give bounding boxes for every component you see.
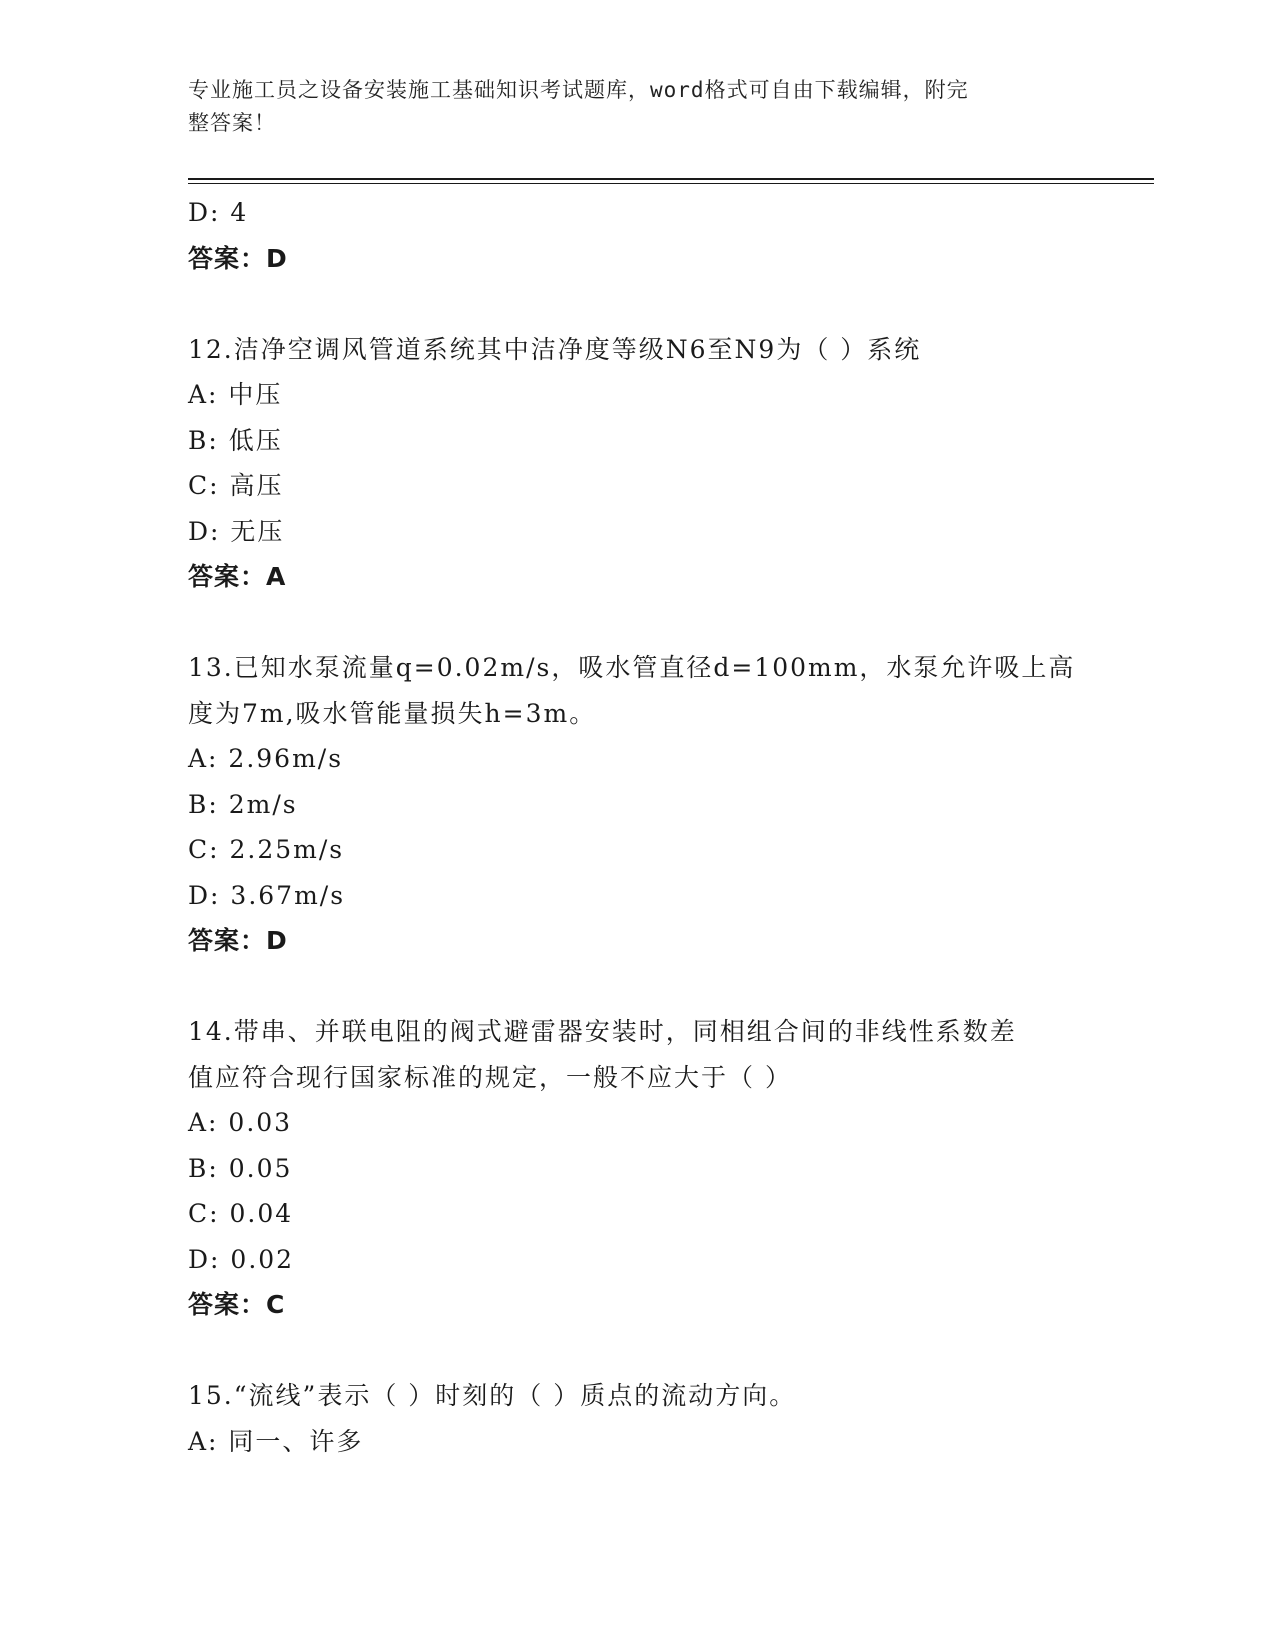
option-c: C: 高压 xyxy=(188,471,284,500)
document-header xyxy=(188,74,1068,140)
option-d: D: 0.02 xyxy=(188,1244,295,1274)
question-stem: 15.“流线”表示（ ）时刻的（ ）质点的流动方向。 xyxy=(188,1381,797,1410)
option-d: D: 3.67m/s xyxy=(188,880,346,910)
spacer xyxy=(188,281,1088,327)
header-divider-thin xyxy=(188,183,1154,184)
spacer xyxy=(188,1328,1088,1374)
header-line-2: 整答案！ xyxy=(188,111,276,135)
question-14 xyxy=(188,1009,1088,1328)
option-c: C: 0.04 xyxy=(188,1199,294,1228)
option-a: A: 中压 xyxy=(188,380,283,409)
option-a: A: 0.03 xyxy=(188,1108,293,1137)
question-stem: 12.洁净空调风管道系统其中洁净度等级N6至N9为（ ）系统 xyxy=(188,334,922,364)
question-stem-line-1: 14.带串、并联电阻的阀式避雷器安装时，同相组合间的非线性系数差 xyxy=(188,1017,1017,1046)
option-a: A: 2.96m/s xyxy=(188,744,344,773)
answer: 答案：D xyxy=(188,926,288,955)
question-stem-line-2: 值应符合现行国家标准的规定，一般不应大于（ ） xyxy=(188,1062,792,1092)
spacer xyxy=(188,964,1088,1010)
spacer xyxy=(188,600,1088,646)
question-13 xyxy=(188,645,1088,964)
option-b: B: 2m/s xyxy=(188,789,298,819)
option-b: B: 0.05 xyxy=(188,1153,293,1183)
question-stem-line-2: 度为7m,吸水管能量损失h=3m。 xyxy=(188,698,597,728)
header-line-1: 专业施工员之设备安装施工基础知识考试题库，word格式可自由下载编辑，附完 xyxy=(188,78,969,102)
option-b: B: 低压 xyxy=(188,425,283,455)
answer: 答案：A xyxy=(188,562,287,591)
option-a: A: 同一、许多 xyxy=(188,1426,364,1456)
question-stem-line-1: 13.已知水泵流量q=0.02m/s，吸水管直径d=100mm，水泵允许吸上高 xyxy=(188,653,1076,682)
header-divider-thick xyxy=(188,178,1154,180)
option-d: D: 无压 xyxy=(188,516,285,546)
option-c: C: 2.25m/s xyxy=(188,835,345,864)
answer: 答案：C xyxy=(188,1290,286,1319)
answer: 答案：D xyxy=(188,243,288,273)
option-d: D: 4 xyxy=(188,198,249,227)
question-15 xyxy=(188,1373,1088,1464)
question-list xyxy=(188,190,1088,1464)
question-11-tail xyxy=(188,190,1088,281)
question-12 xyxy=(188,327,1088,600)
